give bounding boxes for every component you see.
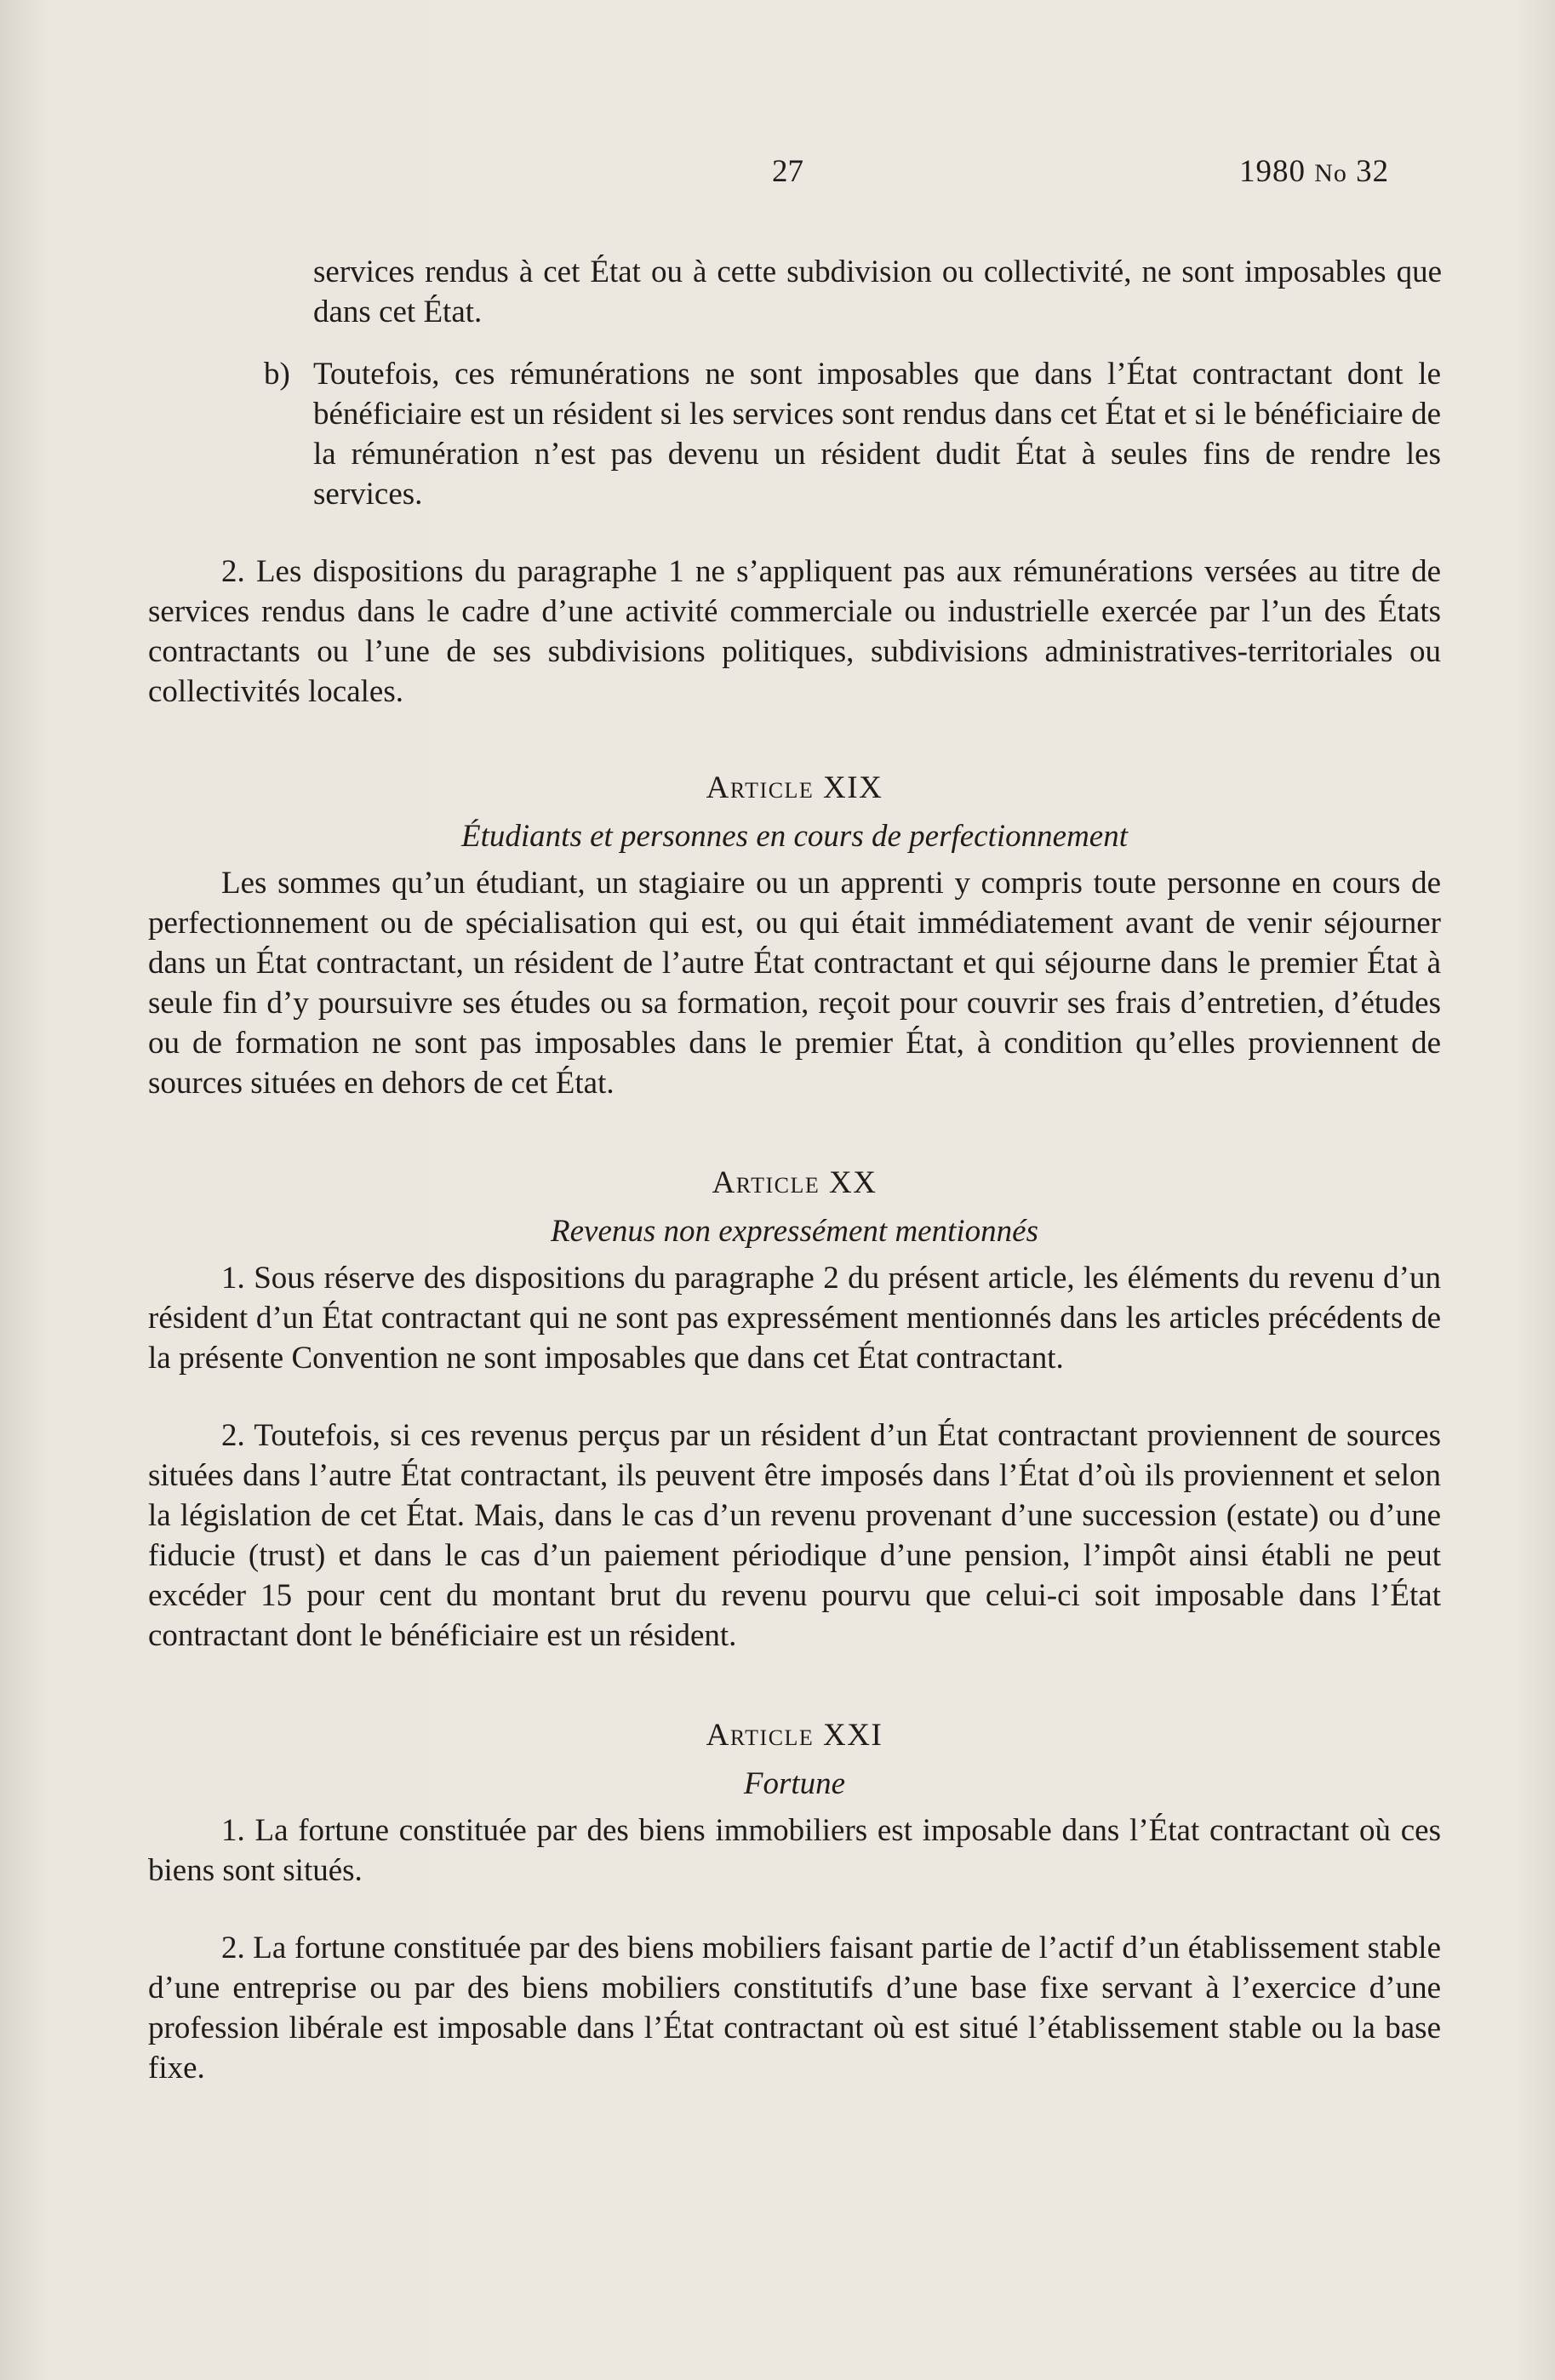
item-b-text: Toutefois, ces rémunérations ne sont imposables que dans l’État contractant dont le bénéficiaire est un résident si les services sont rendus dans cet État et si le bénéficiaire de la rémunération n’est pas devenu un résident dudit État à seules fins de rendre les services. bbox=[313, 357, 1441, 512]
article-19-subtitle: Étudiants et personnes en cours de perfectionnement bbox=[461, 819, 1128, 854]
article-19-heading: Article XIX bbox=[706, 770, 883, 805]
running-header bbox=[0, 153, 1555, 196]
item-b-label: b) bbox=[264, 357, 290, 392]
article-20-subtitle: Revenus non expressément mentionnés bbox=[551, 1214, 1038, 1249]
item-a-continuation: services rendus à cet État ou à cette subdivision ou collectivité, ne sont imposables que dans cet État. bbox=[313, 255, 1442, 329]
article-21-subtitle: Fortune bbox=[743, 1766, 846, 1801]
paragraph-2: 2. Les dispositions du paragraphe 1 ne s’appliquent pas aux rémunérations versées au titre de services rendus dans le cadre d’une activité commerciale ou industrielle exercée par l’un des États contractants ou l’une de ses subdivisions politiques, subdivisions administratives-territoriales ou collectivités locales. bbox=[148, 554, 1441, 709]
page-number: 27 bbox=[772, 154, 803, 189]
article-21-paragraph-2: 2. La fortune constituée par des biens mobiliers faisant partie de l’actif d’un établissement stable d’une entreprise ou par des biens mobiliers constitutifs d’une base fixe servant à l’exercice d’une profession libérale est imposable dans l’État contractant où est situé l’établissement stable ou la base fixe. bbox=[148, 1931, 1441, 2085]
year: 1980 bbox=[1239, 154, 1306, 189]
article-20-heading: Article XX bbox=[712, 1165, 878, 1200]
article-21-paragraph-1: 1. La fortune constituée par des biens immobiliers est imposable dans l’État contractant où ces biens sont situés. bbox=[148, 1813, 1441, 1888]
item-b bbox=[264, 354, 1441, 514]
article-20-paragraph-2: 2. Toutefois, si ces revenus perçus par un résident d’un État contractant proviennent de sources situées dans l’autre État contractant, ils peuvent être imposés dans l’État d’où ils proviennent et selon la législation de cet État. Mais, dans le cas d’un revenu provenant d’une succession (estate) ou d’une fiducie (trust) et dans le cas d’un paiement périodique d’une pension, l’impôt ainsi établi ne peut excéder 15 pour cent du montant brut du revenu pourvu que celui-ci soit imposable dans l’État contractant dont le bénéficiaire est un résident. bbox=[148, 1418, 1441, 1653]
page-body bbox=[148, 252, 1441, 2088]
article-20-paragraph-1: 1. Sous réserve des dispositions du paragraphe 2 du présent article, les éléments du revenu d’un résident d’un État contractant qui ne sont pas expressément mentionnés dans les articles précédents de la présente Convention ne sont imposables que dans cet État contractant. bbox=[148, 1261, 1441, 1376]
document-reference bbox=[1239, 153, 1389, 190]
document-number: 32 bbox=[1356, 154, 1390, 189]
article-21-heading: Article XXI bbox=[706, 1718, 883, 1753]
number-label: No bbox=[1314, 159, 1347, 187]
article-19-text: Les sommes qu’un étudiant, un stagiaire ou un apprenti y compris toute personne en cours de perfectionnement ou de spécialisation qui est, ou qui était immédiatement avant de venir séjourner dans un État contractant, un résident de l’autre État contractant et qui séjourne dans le premier État à seule fin d’y poursuivre ses études ou sa formation, reçoit pour couvrir ses frais d’entretien, d’études ou de formation ne sont pas imposables dans le premier État, à condition qu’elles proviennent de sources situées en dehors de cet État. bbox=[148, 866, 1441, 1101]
